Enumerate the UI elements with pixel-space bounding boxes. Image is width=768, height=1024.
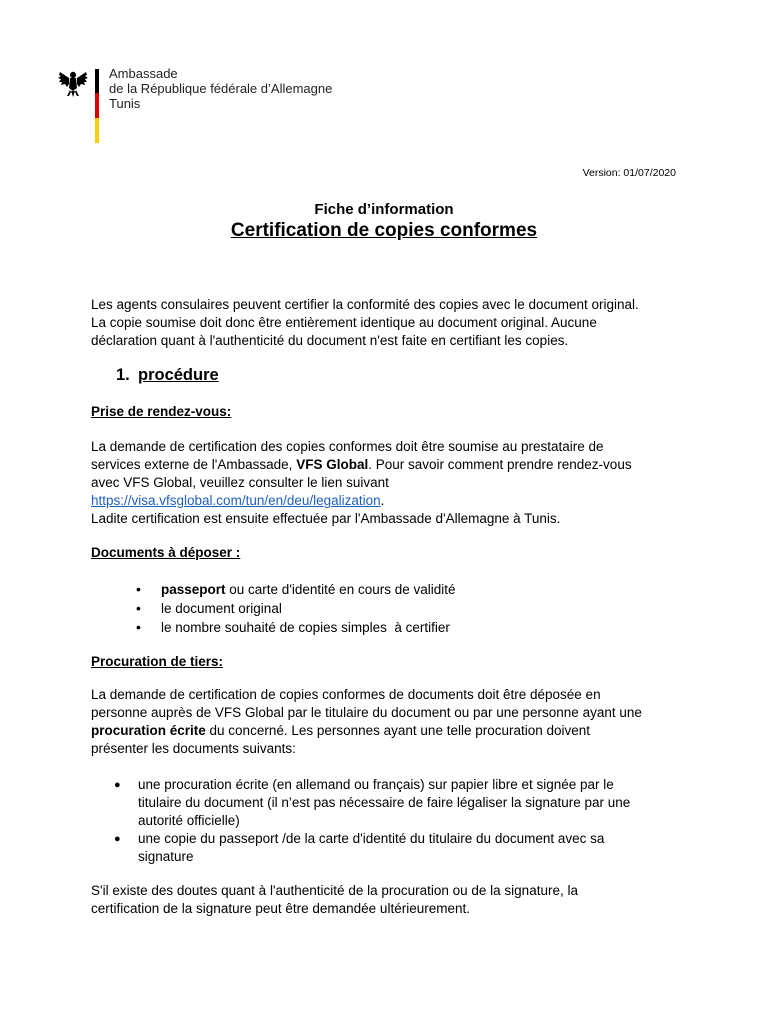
list-item bbox=[114, 830, 674, 866]
rendez-vous-paragraph bbox=[91, 438, 691, 528]
embassy-line-3: Tunis bbox=[109, 96, 141, 111]
flag-red-segment bbox=[95, 93, 99, 118]
bullet-icon: • bbox=[136, 581, 141, 597]
flag-black-segment bbox=[95, 69, 99, 93]
paragraph-line bbox=[91, 456, 691, 474]
bullet-icon: ● bbox=[114, 833, 121, 845]
subheading-procuration: Procuration de tiers: bbox=[91, 654, 224, 669]
list-item bbox=[114, 776, 674, 830]
paragraph-line bbox=[91, 722, 691, 740]
intro-paragraph bbox=[91, 296, 691, 350]
flag-stripe bbox=[95, 69, 99, 143]
paragraph-line: certification de la signature peut être demandée ultérieurement. bbox=[91, 901, 470, 916]
item-line: autorité officielle) bbox=[138, 813, 240, 828]
list-item bbox=[136, 599, 656, 618]
item-line: signature bbox=[138, 849, 194, 864]
intro-line: déclaration quant à l'authenticité du document n'est faite en certifiant les copies. bbox=[91, 333, 569, 348]
bullet-icon: • bbox=[136, 619, 141, 635]
documents-list bbox=[136, 580, 656, 637]
paragraph-line: Ladite certification est ensuite effectuée par l'Ambassade d'Allemagne à Tunis. bbox=[91, 511, 561, 526]
text-span: . Pour savoir comment prendre rendez-vous bbox=[368, 457, 632, 472]
section-heading-procedure bbox=[116, 366, 219, 385]
paragraph-line: La demande de certification des copies conformes doit être soumise au prestataire de bbox=[91, 439, 604, 454]
document-subtitle: Fiche d’information bbox=[314, 201, 454, 218]
passport-bold: passeport bbox=[161, 582, 226, 597]
section-label: procédure bbox=[138, 366, 219, 384]
text-span: le nombre souhaité de copies simples à certifier bbox=[161, 620, 450, 635]
embassy-line-1: Ambassade bbox=[109, 66, 178, 81]
paragraph-line: personne auprès de VFS Global par le titulaire du document ou par une personne ayant une bbox=[91, 705, 642, 720]
intro-line: Les agents consulaires peuvent certifier la conformité des copies avec le document original. bbox=[91, 297, 639, 312]
list-item bbox=[136, 618, 656, 637]
paragraph-line: S'il existe des doutes quant à l'authenticité de la procuration ou de la signature, la bbox=[91, 883, 578, 898]
paragraph-line: présenter les documents suivants: bbox=[91, 741, 296, 756]
text-span: ou carte d'identité en cours de validité bbox=[225, 582, 456, 597]
german-eagle-icon bbox=[58, 66, 88, 98]
paragraph-line bbox=[91, 492, 691, 510]
text-span: services externe de l'Ambassade, bbox=[91, 457, 297, 472]
paragraph-line: avec VFS Global, veuillez consulter le lien suivant bbox=[91, 475, 389, 490]
version-label: Version: 01/07/2020 bbox=[582, 167, 676, 179]
bullet-icon: • bbox=[136, 600, 141, 616]
text-span: . bbox=[380, 493, 385, 508]
text-span: le document original bbox=[161, 601, 282, 616]
document-title: Certification de copies conformes bbox=[230, 220, 538, 241]
procuration-bold: procuration écrite bbox=[91, 723, 206, 738]
subheading-documents: Documents à déposer : bbox=[91, 545, 241, 560]
closing-paragraph bbox=[91, 882, 691, 918]
list-item bbox=[136, 580, 656, 599]
embassy-logo bbox=[58, 66, 358, 146]
procuration-paragraph bbox=[91, 686, 691, 758]
section-number: 1. bbox=[116, 366, 130, 384]
vfs-legalization-link[interactable]: https://visa.vfsglobal.com/tun/en/deu/legalization bbox=[91, 493, 381, 508]
item-line: une procuration écrite (en allemand ou français) sur papier libre et signée par le bbox=[138, 777, 614, 792]
subheading-rendez-vous: Prise de rendez-vous: bbox=[91, 404, 232, 419]
embassy-line-2: de la République fédérale d’Allemagne bbox=[109, 81, 333, 96]
procuration-list bbox=[114, 776, 674, 866]
bullet-icon: ● bbox=[114, 779, 121, 791]
item-line: une copie du passeport /de la carte d'identité du titulaire du document avec sa bbox=[138, 831, 605, 846]
intro-line: La copie soumise doit donc être entièrement identique au document original. Aucune bbox=[91, 315, 597, 330]
paragraph-line: La demande de certification de copies conformes de documents doit être déposée en bbox=[91, 687, 601, 702]
embassy-name bbox=[109, 66, 332, 111]
flag-gold-segment bbox=[95, 118, 99, 143]
item-line: titulaire du document (il n’est pas nécessaire de faire légaliser la signature par une bbox=[138, 795, 631, 810]
text-span: du concerné. Les personnes ayant une telle procuration doivent bbox=[205, 723, 591, 738]
vfs-global-bold: VFS Global bbox=[296, 457, 369, 472]
